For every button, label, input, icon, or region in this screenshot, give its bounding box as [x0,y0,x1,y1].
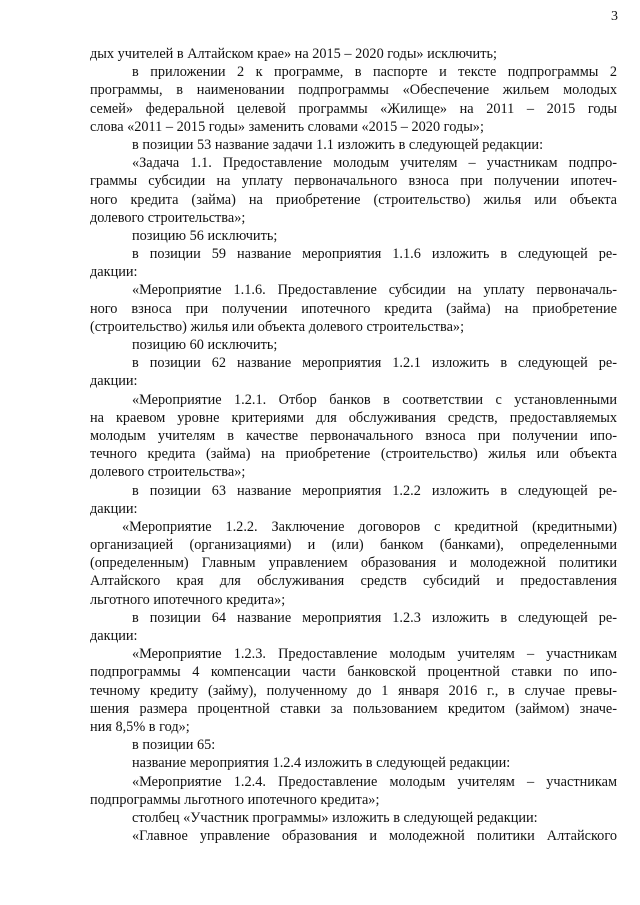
text-line: подпрограммы льготного ипотечного кредита»; [90,791,380,808]
text-line: на краевом уровне критериями для обслуживания средств, предоставляемых [90,409,617,426]
text-line: в позиции 63 название мероприятия 1.2.2 изложить в следующей ре- [132,482,617,499]
text-line: в приложении 2 к программе, в паспорте и тексте подпрограммы 2 [132,64,617,81]
text-line: молодым учителям в качестве первоначального взноса при получении ипо- [90,427,617,444]
text-line: «Мероприятие 1.2.1. Отбор банков в соответствии с установленными [132,391,617,408]
text-line: долевого строительства»; [90,464,246,481]
text-line: семей» федеральной целевой программы «Жилище» на 2011 – 2015 годы [90,100,617,117]
text-line: в позиции 62 название мероприятия 1.2.1 изложить в следующей ре- [132,355,617,372]
text-line: позицию 60 исключить; [132,337,278,353]
text-line: столбец «Участник программы» изложить в следующей редакции: [132,809,538,826]
text-line: течному кредиту (займу), полученному до 1 января 2016 г., в случае превы- [90,682,617,699]
text-line: дакции: [90,264,138,281]
text-line: течного кредита (займа) на приобретение (строительство) жилья или объекта [90,446,617,463]
text-line: ного взноса при получении ипотечного кредита (займа) на приобретение [90,300,617,317]
text-line: граммы субсидии на уплату первоначального взноса при получении ипотеч- [90,173,617,190]
document-body [90,45,617,845]
text-line: «Задача 1.1. Предоставление молодым учителям – участникам подпро- [132,155,617,172]
text-line: ного кредита (займа) на приобретение (строительство) жилья или объекта [90,191,617,208]
text-line: долевого строительства»; [90,209,246,226]
text-line: программы, в наименовании подпрограммы «Обеспечение жильем молодых [90,82,617,99]
text-line: льготного ипотечного кредита»; [90,591,286,608]
text-line: в позиции 65: [132,737,216,754]
text-line: дакции: [90,628,138,644]
text-line: дакции: [90,500,138,517]
text-line: «Мероприятие 1.2.2. Заключение договоров с кредитной (кредитными) [122,518,617,535]
text-line: организацией (организациями) и (или) банком (банками), определенными [90,537,617,554]
text-line: Алтайского края для обслуживания средств субсидий и предоставления [90,573,617,590]
text-line: шения размера процентной ставки за пользованием кредитом (займом) значе- [90,700,617,717]
text-line: позицию 56 исключить; [132,227,278,244]
text-line: название мероприятия 1.2.4 изложить в следующей редакции: [132,755,511,772]
text-line: (строительство) жилья или объекта долевого строительства»; [90,318,465,335]
page-number: 3 [611,9,618,24]
text-line: «Мероприятие 1.1.6. Предоставление субсидии на уплату первоначаль- [132,282,617,299]
text-line: дакции: [90,373,138,390]
text-line: «Мероприятие 1.2.4. Предоставление молодым учителям – участникам [132,773,617,790]
text-line: в позиции 64 название мероприятия 1.2.3 изложить в следующей ре- [132,609,617,626]
text-line: «Главное управление образования и молодежной политики Алтайского [132,828,617,845]
text-line: (определенным) Главным управлением образования и молодежной политики [90,555,617,572]
text-line: подпрограммы 4 компенсации части банковской процентной ставки по ипо- [90,664,617,681]
text-line: дых учителей в Алтайском крае» на 2015 – 2020 годы» исключить; [90,46,497,62]
text-line: в позиции 59 название мероприятия 1.1.6 изложить в следующей ре- [132,246,617,263]
text-line: «Мероприятие 1.2.3. Предоставление молодым учителям – участникам [132,646,617,663]
text-line: слова «2011 – 2015 годы» заменить словами «2015 – 2020 годы»; [90,118,484,135]
text-line: ния 8,5% в год»; [90,718,190,735]
text-line: в позиции 53 название задачи 1.1 изложить в следующей редакции: [132,136,544,153]
